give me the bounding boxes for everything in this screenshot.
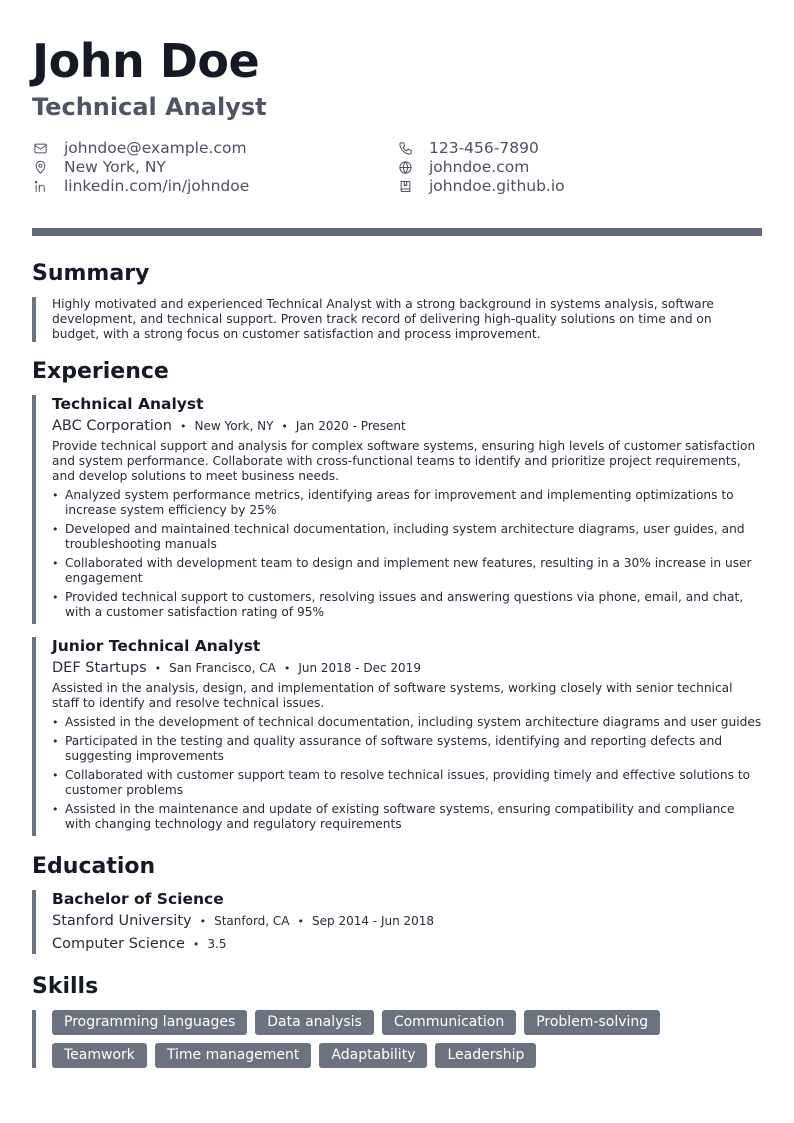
list-item: • Collaborated with development team to design and implement new features, resulting in a 30% increase in user engagement — [52, 556, 762, 586]
separator-dot: • — [192, 938, 200, 951]
field-of-study: Computer Science — [52, 936, 185, 952]
job-title: Technical Analyst — [52, 395, 204, 413]
skills-heading: Skills — [32, 974, 99, 999]
degree: Bachelor of Science — [52, 890, 224, 908]
linkedin-icon — [32, 178, 48, 194]
education-entry — [32, 890, 762, 954]
job-description: Provide technical support and analysis for complex software systems, ensuring high levels of customer satisfaction and system performance. Collaborate with cross-functional teams to identify and prioritize project requirements, and develop solutions to meet business needs. — [52, 439, 756, 483]
separator-dot: • — [297, 915, 305, 928]
phone-icon — [397, 140, 413, 156]
header-divider — [32, 228, 762, 236]
company-name: DEF Startups — [52, 660, 147, 676]
contact-website-text: johndoe.com — [429, 158, 530, 176]
job-dates: Jan 2020 - Present — [295, 419, 406, 433]
job-location: New York, NY — [194, 419, 274, 433]
contact-github-text: johndoe.github.io — [429, 177, 565, 195]
education-dates: Sep 2014 - Jun 2018 — [312, 914, 435, 928]
school-location: Stanford, CA — [214, 914, 290, 928]
contact-email[interactable] — [32, 139, 397, 157]
contact-phone[interactable] — [397, 139, 762, 157]
job-bullets — [52, 488, 762, 620]
contact-info — [32, 139, 762, 195]
separator-dot: • — [281, 420, 288, 433]
location-pin-icon — [32, 159, 48, 175]
job-title: Junior Technical Analyst — [52, 637, 261, 655]
contact-location — [32, 158, 397, 176]
list-item: • Developed and maintained technical documentation, including system architecture diagrams, user guides, and troubleshooting manuals — [52, 522, 762, 552]
job-bullets — [52, 715, 762, 832]
contact-phone-text: 123-456-7890 — [429, 139, 539, 157]
contact-website[interactable] — [397, 158, 762, 176]
skill-chip: Problem-solving — [524, 1010, 660, 1035]
skill-chip: Data analysis — [255, 1010, 374, 1035]
list-item: • Analyzed system performance metrics, identifying areas for improvement and implementing optimizations to increase system efficiency by 25% — [52, 488, 762, 518]
skill-chip: Leadership — [435, 1043, 536, 1068]
skill-chip: Adaptability — [319, 1043, 427, 1068]
experience-entry-1 — [32, 395, 762, 624]
summary-heading: Summary — [32, 261, 150, 286]
school-name: Stanford University — [52, 913, 192, 929]
list-item: • Assisted in the maintenance and update of existing software systems, ensuring compatibility and compliance with changing technology and regulatory requirements — [52, 802, 762, 832]
separator-dot: • — [283, 662, 291, 675]
job-meta — [52, 659, 762, 678]
book-icon — [397, 178, 413, 194]
contact-email-text: johndoe@example.com — [64, 139, 247, 157]
job-title-heading: Technical Analyst — [32, 93, 267, 121]
contact-linkedin-text: linkedin.com/in/johndoe — [64, 177, 250, 195]
globe-icon — [397, 159, 413, 175]
job-meta — [52, 417, 762, 436]
contact-location-text: New York, NY — [64, 158, 166, 176]
mail-icon — [32, 140, 48, 156]
full-name: John Doe — [32, 34, 260, 88]
job-location: San Francisco, CA — [169, 661, 276, 675]
skill-chip: Time management — [155, 1043, 312, 1068]
skill-chip: Communication — [382, 1010, 516, 1035]
education-meta — [52, 912, 762, 931]
list-item: • Collaborated with customer support team to resolve technical issues, providing timely and effective solutions to customer problems — [52, 768, 762, 798]
list-item: • Provided technical support to customers, resolving issues and answering questions via phone, email, and chat, with a customer satisfaction rating of 95% — [52, 590, 762, 620]
experience-heading: Experience — [32, 359, 169, 384]
job-dates: Jun 2018 - Dec 2019 — [298, 661, 421, 675]
company-name: ABC Corporation — [52, 418, 173, 434]
separator-dot: • — [154, 662, 162, 675]
experience-entry-2 — [32, 637, 762, 836]
skill-chips — [52, 1010, 762, 1068]
education-heading: Education — [32, 854, 156, 879]
list-item: • Assisted in the development of technical documentation, including system architecture diagrams and user guides — [52, 715, 762, 730]
contact-linkedin[interactable] — [32, 177, 397, 195]
job-description: Assisted in the analysis, design, and implementation of software systems, working closely with senior technical staff to identify and resolve technical issues. — [52, 681, 733, 710]
separator-dot: • — [199, 915, 207, 928]
skill-chip: Programming languages — [52, 1010, 247, 1035]
summary-text: Highly motivated and experienced Technical Analyst with a strong background in systems analysis, software development, and technical support. Proven track record of delivering high-quality solutions on time and on budget, with a strong focus on customer satisfaction and process improvement. — [52, 297, 714, 341]
skill-chip: Teamwork — [52, 1043, 147, 1068]
list-item: • Participated in the testing and quality assurance of software systems, identifying and reporting defects and suggesting improvements — [52, 734, 762, 764]
gpa: 3.5 — [207, 937, 227, 951]
education-field — [52, 935, 762, 954]
summary-block — [32, 297, 762, 342]
contact-github[interactable] — [397, 177, 762, 195]
separator-dot: • — [180, 420, 187, 433]
skills-block — [32, 1010, 762, 1068]
